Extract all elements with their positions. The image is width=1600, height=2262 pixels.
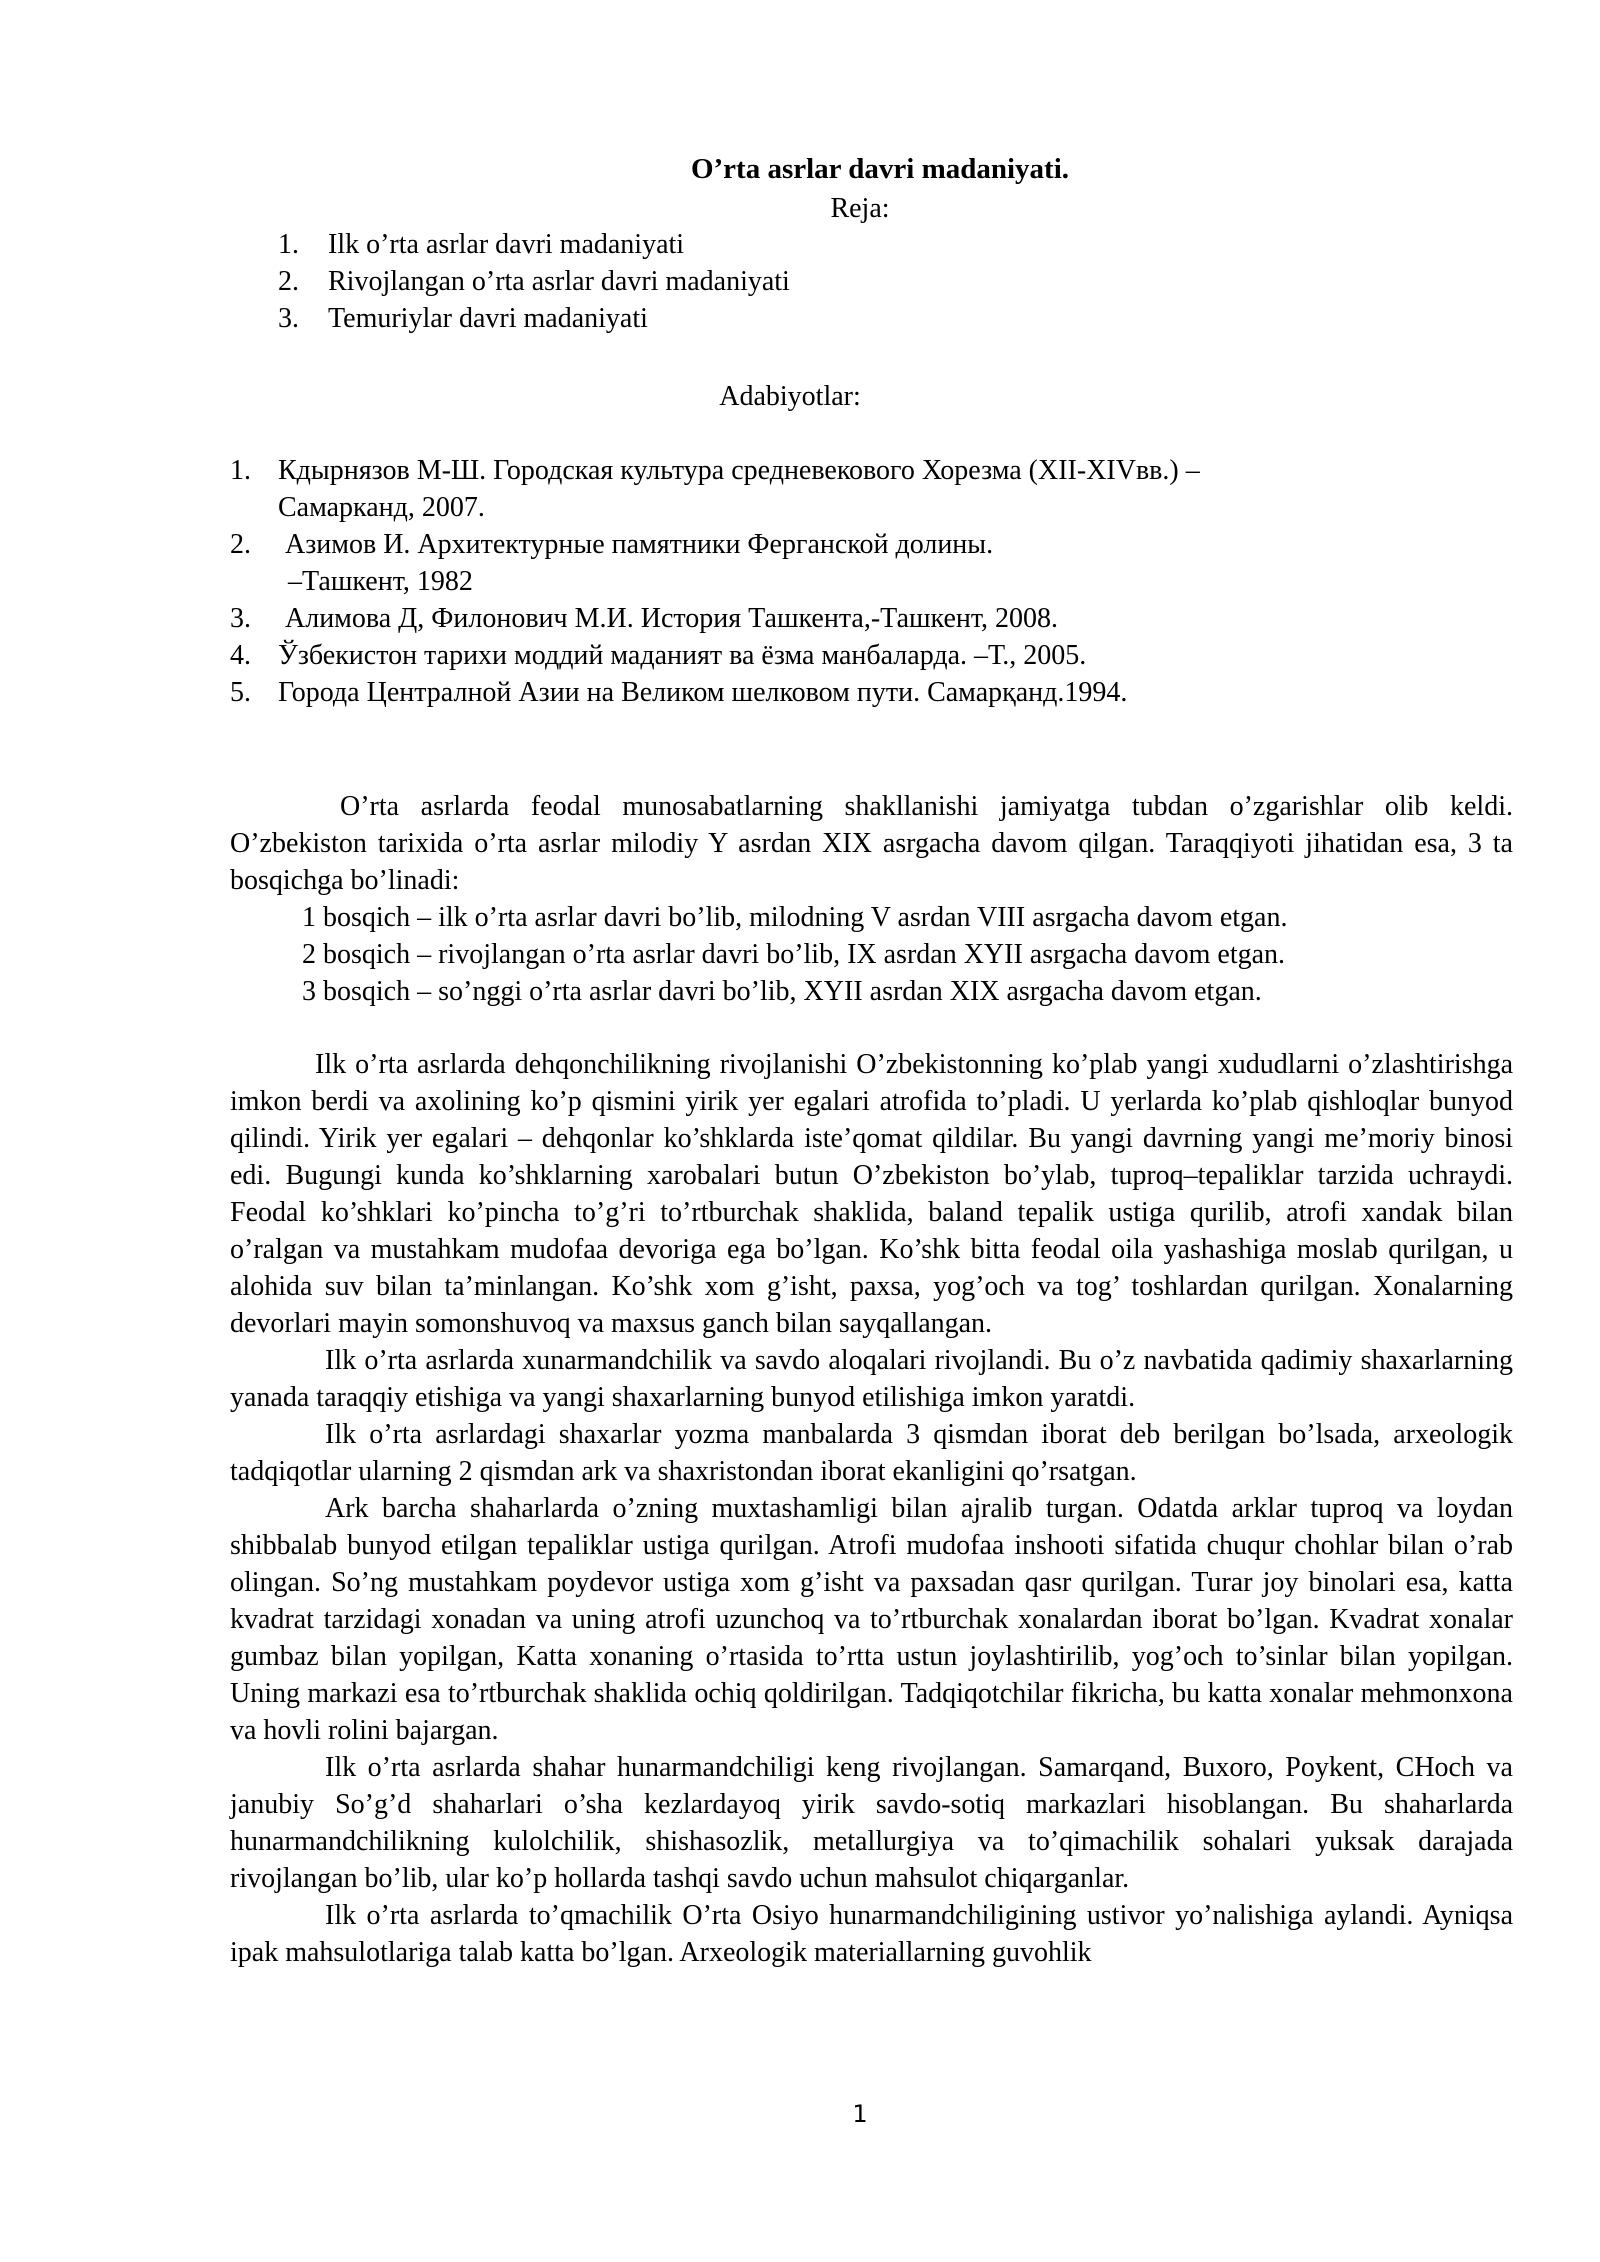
body-paragraph: Ilk o’rta asrlardagi shaxarlar yozma manbalarda 3 qismdan iborat deb berilgan bo’lsada, arxeologik tadqiqotlar ularning 2 qismdan ark va shaxristondan iborat ekanligini qo’rsatgan. — [230, 1419, 1513, 1487]
plan-item — [278, 226, 790, 263]
plan-item-number: 2. — [278, 266, 299, 297]
stage-line: 1 bosqich – ilk o’rta asrlar davri bo’lib, milodning V asrdan VIII asrgacha davom etgan. — [302, 902, 1288, 933]
literature-item-number: 2. — [230, 529, 251, 560]
intro-paragraph: O’rta asrlarda feodal munosabatlarning shakllanishi jamiyatga tubdan o’zgarishlar olib keldi. O’zbekiston tarixida o’rta asrlar milodiy Y asrdan XIX asrgacha davom qilgan. Taraqqiyoti jihatidan esa, 3 ta bosqichga bo’linadi: — [230, 791, 1513, 896]
literature-item-text: Кдырнязов М-Ш. Городская культура средневекового Хорезма (XII-XIVвв.) – — [278, 455, 1200, 486]
literature-item-continuation: –Ташкент, 1982 — [288, 566, 473, 597]
literature-item-text: Города Централной Азии на Великом шелковом пути. Самарқанд.1994. — [278, 677, 1128, 708]
literature-item-number: 5. — [230, 677, 251, 708]
literature-item — [230, 674, 1200, 711]
plan-list — [278, 226, 790, 337]
body-paragraph: Ilk o’rta asrlarda dehqonchilikning rivojlanishi O’zbekistonning ko’plab yangi xududlarni o’zlashtirishga imkon berdi va axolining ko’p qismini yirik yer egalari atrofida to’pladi. U yerlarda ko’plab qishloqlar bunyod qilindi. Yirik yer egalari – dehqonlar ko’shklarda iste’qomat qildilar. Bu yangi davrning yangi me’moriy binosi edi. Bugungi kunda ko’shklarning xarobalari butun O’zbekiston bo’ylab, tuproq–tepaliklar tarzida uchraydi. Feodal ko’shklari ko’pincha to’g’ri to’rtburchak shaklida, baland tepalik ustiga qurilib, atrofi xandak bilan o’ralgan va mustahkam mudofaa devoriga ega bo’lgan. Ko’shk bitta feodal oila yashashiga moslab qurilgan, u alohida suv bilan ta’minlangan. Ko’shk xom g’isht, paxsa, yog’och va tog’ toshlardan qurilgan. Xonalarning devorlari mayin somonshuvoq va maxsus ganch bilan sayqallangan. — [230, 1049, 1513, 1339]
literature-item — [230, 637, 1200, 674]
plan-item-number: 1. — [278, 229, 299, 260]
literature-item-text: Алимова Д, Филонович М.И. История Ташкента,-Ташкент, 2008. — [278, 603, 1059, 634]
literature-item-text: Азимов И. Архитектурные памятники Ферганской долины. — [278, 529, 994, 560]
plan-item-text: Temuriylar davri madaniyati — [328, 303, 648, 334]
page-number: 1 — [852, 2100, 868, 2128]
plan-heading: Reja: — [830, 193, 890, 224]
paragraph-gap — [230, 1010, 1513, 1046]
body-paragraph: Ilk o’rta asrlarda xunarmandchilik va savdo aloqalari rivojlandi. Bu o’z navbatida qadimiy shaxarlarning yanada taraqqiy etishiga va yangi shaxarlarning bunyod etilishiga imkon yaratdi. — [230, 1345, 1513, 1413]
literature-item — [230, 600, 1200, 637]
plan-item-text: Ilk o’rta asrlar davri madaniyati — [328, 229, 685, 260]
literature-item-number: 4. — [230, 640, 251, 671]
body-paragraph: Ilk o’rta asrlarda to’qmachilik O’rta Osiyo hunarmandchiligining ustivor yo’nalishiga aylandi. Ayniqsa ipak mahsulotlariga talab katta bo’lgan. Arxeologik materiallarning guvohlik — [230, 1900, 1513, 1968]
body-text — [230, 788, 1513, 1971]
stage-line: 2 bosqich – rivojlangan o’rta asrlar davri bo’lib, IX asrdan XYII asrgacha davom etgan. — [302, 939, 1286, 970]
plan-item — [278, 263, 790, 300]
literature-item — [230, 526, 1200, 600]
literature-heading: Adabiyotlar: — [719, 381, 861, 412]
literature-item — [230, 452, 1200, 526]
stage-line: 3 bosqich – so’nggi o’rta asrlar davri bo’lib, XYII asrdan XIX asrgacha davom etgan. — [302, 976, 1262, 1007]
literature-item-number: 3. — [230, 603, 251, 634]
plan-item-number: 3. — [278, 303, 299, 334]
document-title: O’rta asrlar davri madaniyati. — [690, 153, 1070, 185]
literature-item-continuation: Самарканд, 2007. — [278, 492, 485, 523]
literature-item-number: 1. — [230, 455, 251, 486]
literature-item-text: Ўзбекистон тарихи моддий маданият ва ёзма манбаларда. –Т., 2005. — [278, 640, 1087, 671]
plan-item — [278, 300, 790, 337]
body-paragraph: Ark barcha shaharlarda o’zning muxtashamligi bilan ajralib turgan. Odatda arklar tuproq va loydan shibbalab bunyod etilgan tepaliklar ustiga qurilgan. Atrofi mudofaa inshooti sifatida chuqur chohlar bilan o’rab olingan. So’ng mustahkam poydevor ustiga xom g’isht va paxsadan qasr qurilgan. Turar joy binolari esa, katta kvadrat tarzidagi xonadan va uning atrofi uzunchoq va to’rtburchak xonalardan iborat bo’lgan. Kvadrat xonalar gumbaz bilan yopilgan, Katta xonaning o’rtasida to’rtta ustun joylashtirilib, yog’och to’sinlar bilan yopilgan. Uning markazi esa to’rtburchak shaklida ochiq qoldirilgan. Tadqiqotchilar fikricha, bu katta xonalar mehmonxona va hovli rolini bajargan. — [230, 1493, 1513, 1746]
plan-item-text: Rivojlangan o’rta asrlar davri madaniyati — [328, 266, 790, 297]
body-paragraph: Ilk o’rta asrlarda shahar hunarmandchiligi keng rivojlangan. Samarqand, Buxoro, Poykent, CHoch va janubiy So’g’d shaharlari o’sha kezlardayoq yirik savdo-sotiq markazlari hisoblangan. Bu shaharlarda hunarmandchilikning kulolchilik, shishasozlik, metallurgiya va to’qimachilik sohalari yuksak darajada rivojlangan bo’lib, ular ko’p hollarda tashqi savdo uchun mahsulot chiqarganlar. — [230, 1752, 1513, 1894]
literature-list — [230, 452, 1200, 711]
